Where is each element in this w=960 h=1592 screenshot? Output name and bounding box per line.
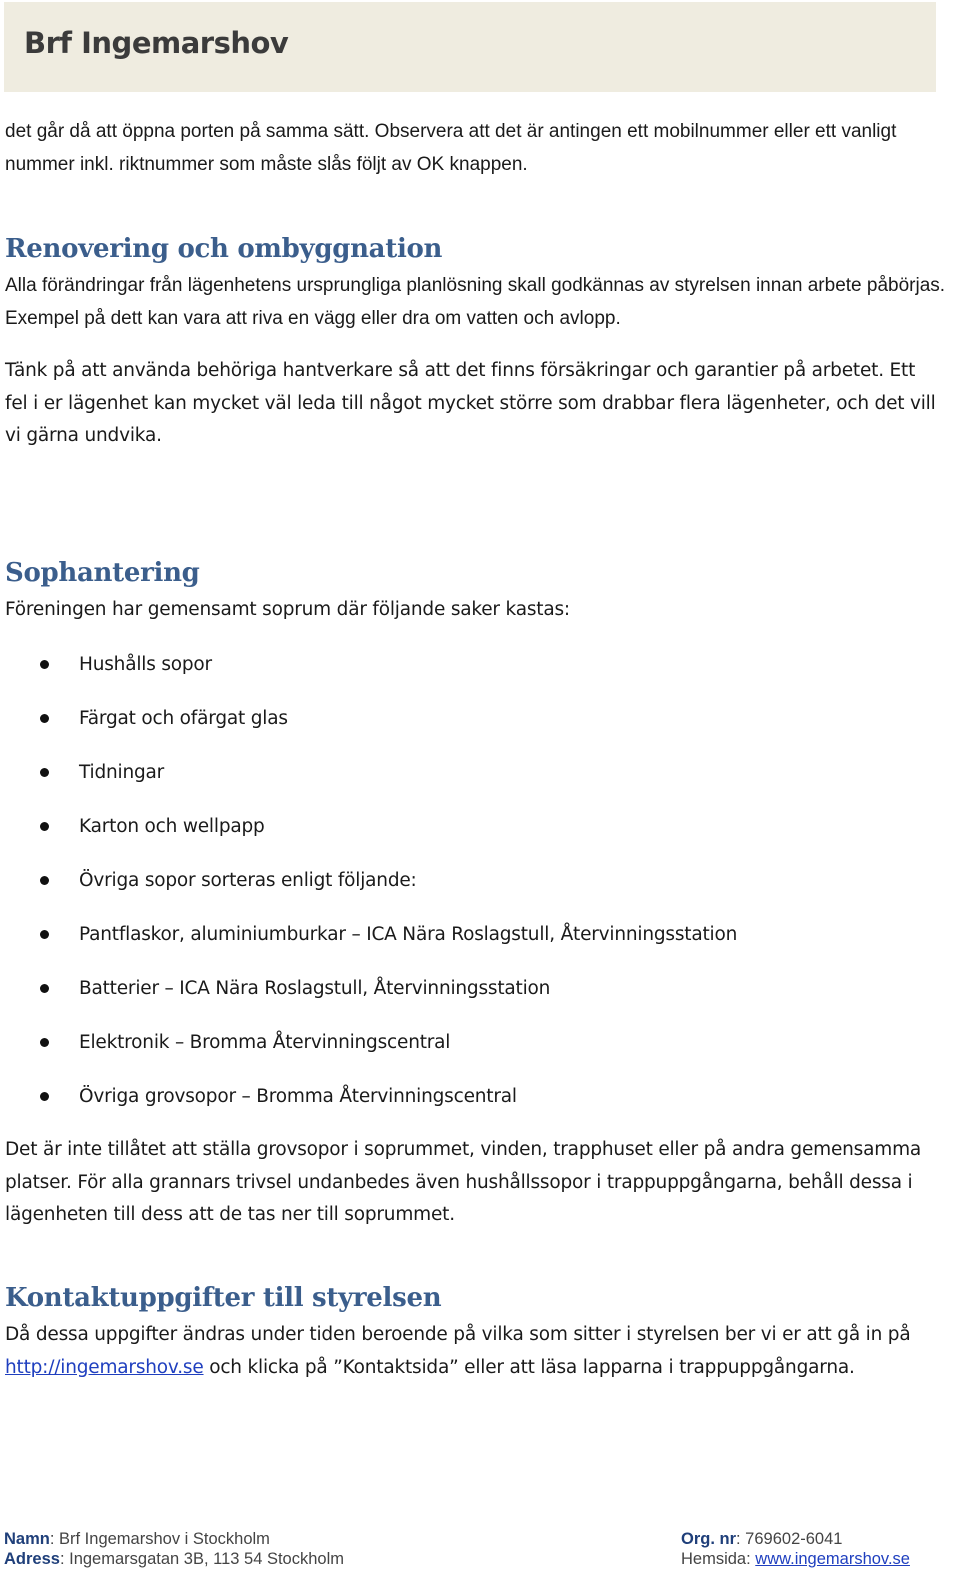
list-item-label: Tidningar <box>79 762 165 783</box>
footer-namn-value: : Brf Ingemarshov i Stockholm <box>49 1530 270 1548</box>
bullet-icon <box>40 822 49 831</box>
bullet-icon <box>40 876 49 885</box>
list-item-label: Övriga sopor sorteras enligt följande: <box>79 870 417 891</box>
footer-hemsida <box>681 1549 910 1569</box>
website-link[interactable]: http://ingemarshov.se <box>5 1356 204 1378</box>
list-item-label: Färgat och ofärgat glas <box>79 708 288 729</box>
footer-adress-label: Adress <box>4 1550 60 1568</box>
list-item-label: Batterier – ICA Nära Roslagstull, Återvinningsstation <box>79 978 551 999</box>
renovering-paragraph-1: Alla förändringar från lägenhetens ursprungliga planlösning skall godkännas av styrelsen innan arbete påbörjas. Exempel på dett kan vara att riva en vägg eller dra om vatten och avlopp. <box>5 275 946 329</box>
footer-left <box>4 1529 344 1569</box>
sophantering-outro: Det är inte tillåtet att ställa grovsopor i soprummet, vinden, trapphuset eller på andra gemensamma platser. För alla grannars trivsel undanbedes även hushållssopor i trappuppgångarna, behåll dessa i lägenheten till dess att de tas ner till soprummet. <box>5 1139 922 1225</box>
footer-org <box>681 1529 910 1549</box>
sophantering-intro: Föreningen har gemensamt soprum där följande saker kastas: <box>5 599 570 620</box>
list-item-label: Karton och wellpapp <box>79 816 265 837</box>
list-item-label: Pantflaskor, aluminiumburkar – ICA Nära Roslagstull, Återvinningsstation <box>79 924 738 945</box>
footer-namn-label: Namn <box>4 1530 50 1548</box>
bullet-icon <box>40 984 49 993</box>
kontakt-text-before: Då dessa uppgifter ändras under tiden beroende på vilka som sitter i styrelsen ber vi er att gå in på <box>5 1324 911 1345</box>
footer-hemsida-label: Hemsida: <box>681 1550 756 1568</box>
renovering-paragraph-2: Tänk på att använda behöriga hantverkare så att det finns försäkringar och garantier på arbetet. Ett fel i er lägenhet kan mycket väl leda till något mycket större som drabbar flera lägenheter, och det vill vi gärna undvika. <box>5 360 936 446</box>
bullet-icon <box>40 930 49 939</box>
footer-namn <box>4 1529 344 1549</box>
kontakt-heading: Kontaktuppgifter till styrelsen <box>5 1283 442 1313</box>
intro-paragraph: det går då att öppna porten på samma sätt. Observera att det är antingen ett mobilnummer eller ett vanligt nummer inkl. riktnummer som måste slås följt av OK knappen. <box>5 121 897 175</box>
footer-org-label: Org. nr <box>681 1530 737 1548</box>
list-item-label: Elektronik – Bromma Återvinningscentral <box>79 1032 451 1053</box>
bullet-icon <box>40 768 49 777</box>
footer-adress-value: : Ingemarsgatan 3B, 113 54 Stockholm <box>59 1550 344 1568</box>
kontakt-text-after: och klicka på ”Kontaktsida” eller att läsa lapparna i trappuppgångarna. <box>203 1356 855 1378</box>
bullet-icon <box>40 1092 49 1101</box>
bullet-icon <box>40 1038 49 1047</box>
list-item-label: Övriga grovsopor – Bromma Återvinningscentral <box>79 1086 517 1107</box>
footer-website-link[interactable]: www.ingemarshov.se <box>755 1550 910 1568</box>
page-header <box>4 2 936 92</box>
bullet-icon <box>40 660 49 669</box>
header-title: Brf Ingemarshov <box>24 26 289 60</box>
footer-right <box>681 1529 910 1569</box>
list-item-label: Hushålls sopor <box>79 654 212 675</box>
renovering-heading: Renovering och ombyggnation <box>5 234 443 264</box>
kontakt-paragraph <box>5 1319 935 1384</box>
footer-adress <box>4 1549 344 1569</box>
bullet-icon <box>40 714 49 723</box>
sophantering-heading: Sophantering <box>5 558 200 588</box>
footer-org-value: : 769602-6041 <box>736 1530 843 1548</box>
